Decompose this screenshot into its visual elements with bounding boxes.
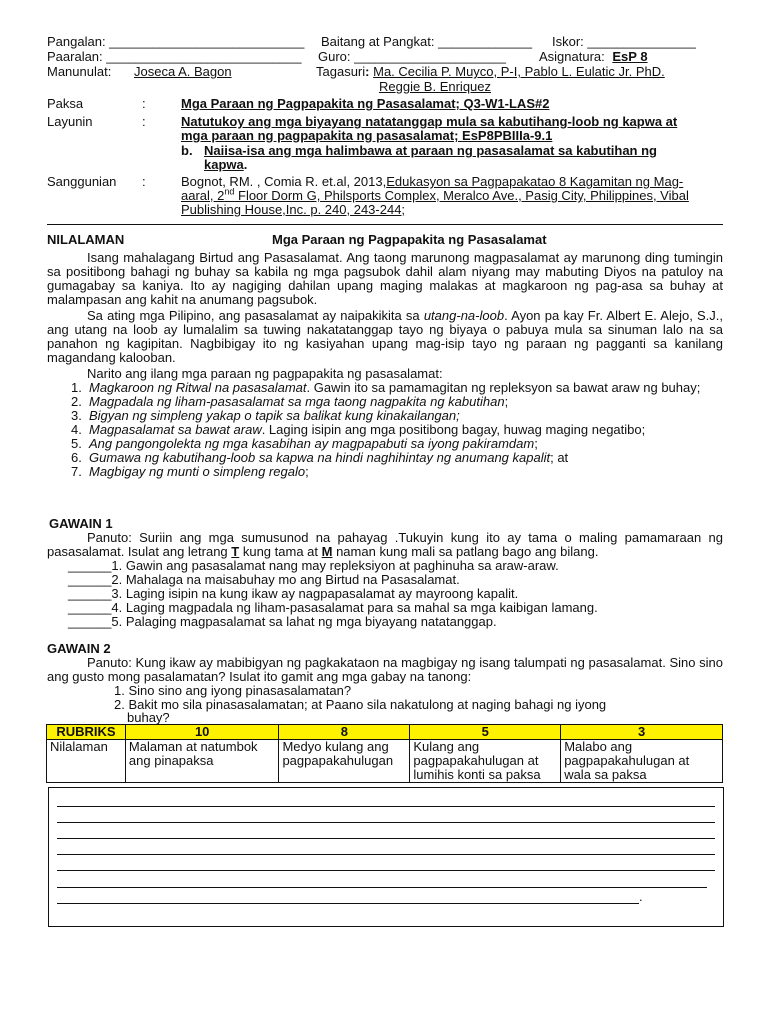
rubrics-row <box>47 740 723 783</box>
layunin-line-1: Natutukoy ang mga biyayang natatanggap mula sa kabutihang-loob ng kapwa at <box>181 114 678 129</box>
list-number: 3. <box>71 408 82 423</box>
answer-line[interactable] <box>57 822 715 823</box>
score-header: 10 <box>125 725 279 740</box>
sanggunian-author: Bognot, RM. , Comia R. et.al, 2013, <box>181 174 387 189</box>
answer-end-mark: . <box>639 889 643 904</box>
list-item-emphasis: Magpasalamat sa bawat araw <box>89 422 262 437</box>
tagasuri-row <box>316 65 665 79</box>
list-item-text: . Laging isipin ang mga positibong bagay, huwag maging negatibo; <box>261 422 646 437</box>
sanggunian-line-1 <box>181 175 683 189</box>
gawain-1-item[interactable]: ______2. Mahalaga na maisabuhay mo ang Birtud na Pasasalamat. <box>68 572 460 587</box>
guro-field[interactable]: Guro: _____________________ <box>318 49 506 64</box>
paksa-colon: : <box>142 96 146 111</box>
sanggunian-line-3: Publishing House,Inc. p. 240, 243-244; <box>181 202 406 217</box>
rubric-cell: Medyo kulang ang pagpapakahulugan <box>279 740 410 783</box>
sanggunian-line-2: aaral, 2nd Floor Dorm G, Philsports Complex, Meralco Ave., Pasig City, Philippines, Vibal <box>181 186 689 203</box>
list-item-text: . Gawin ito sa pamamagitan ng repleksyon sa bawat araw ng buhay; <box>306 380 701 395</box>
ways-list <box>71 380 723 479</box>
list-number: 7. <box>71 464 82 479</box>
list-number: 6. <box>71 450 82 465</box>
pangalan-field[interactable]: Pangalan: ___________________________ <box>47 34 305 49</box>
gawain-1-item[interactable]: ______1. Gawin ang pasasalamat nang may repleksiyon at paghinuha sa araw-araw. <box>68 558 559 573</box>
guide-question-2: 2. Bakit mo sila pinasasalamatan; at Paano sila nakatulong at naging bahagi ng iyong <box>114 697 607 712</box>
score-header: 8 <box>279 725 410 740</box>
gawain-2-panuto <box>47 656 723 684</box>
answer-line[interactable] <box>57 870 715 871</box>
list-item <box>71 450 723 465</box>
list-item <box>71 394 723 409</box>
list-intro: Narito ang ilang mga paraan ng pagpapakita ng pasasalamat: <box>87 366 443 381</box>
asignatura-field <box>539 50 666 64</box>
layunin-colon: : <box>142 114 146 129</box>
list-number: 2. <box>71 394 82 409</box>
layunin-b-marker: b. <box>181 143 193 158</box>
score-header: 5 <box>410 725 561 740</box>
gawain-1-item[interactable]: ______5. Palaging magpasalamat sa lahat ng mga biyayang natatanggap. <box>68 614 497 629</box>
list-item <box>71 408 723 423</box>
answer-box[interactable] <box>48 787 724 927</box>
rubric-cell: Malaman at natumbok ang pinapaksa <box>125 740 279 783</box>
answer-line[interactable] <box>57 887 707 888</box>
list-item-text: ; <box>504 394 509 409</box>
manunulat-value: Joseca A. Bagon <box>134 64 232 79</box>
content-title: Mga Paraan ng Pagpapakita ng Pasasalamat <box>272 232 547 247</box>
sanggunian-label: Sanggunian <box>47 174 117 189</box>
sanggunian-book: Edukasyon sa Pagpapakatao 8 Kagamitan ng Mag- <box>386 174 684 189</box>
gawain-2-panuto-text: Panuto: Kung ikaw ay mabibigyan ng pagkakataon na magbigay ng isang talumpati ng pasasalamat. Sino sino ang gusto mong pasalamatan? Isulat ito gamit ang mga gabay na tanong: <box>47 655 723 684</box>
gawain-2-title: GAWAIN 2 <box>47 641 111 656</box>
list-number: 4. <box>71 422 82 437</box>
list-item-text: ; <box>305 464 309 479</box>
paragraph-1 <box>47 251 723 307</box>
list-item-emphasis: Magbigay ng munti o simpleng regalo <box>89 464 306 479</box>
list-number: 5. <box>71 436 82 451</box>
list-item <box>71 436 723 451</box>
layunin-b-line-2-text: kapwa <box>204 157 244 172</box>
rubric-cell: Malabo ang pagpapakahulugan at wala sa paksa <box>561 740 723 783</box>
tagasuri-value-2: Reggie B. Enriquez <box>379 79 492 94</box>
list-item-emphasis: Gumawa ng kabutihang-loob sa kapwa na hindi naghihintay ng anumang kapalit <box>89 450 551 465</box>
layunin-line-2: mga paraan ng pagpapakita ng pasasalamat; EsP8PBIIIa-9.1 <box>181 128 553 143</box>
guide-question-2-cont: buhay? <box>127 710 170 725</box>
gawain-1-item[interactable]: ______4. Laging magpadala ng liham-pasasalamat para sa mahal sa mga kaibigan lamang. <box>68 600 598 615</box>
rubric-cell: Kulang ang pagpapakahulugan at lumihis konti sa paksa <box>410 740 561 783</box>
layunin-b-line-1: Naiisa-isa ang mga halimbawa at paraan ng pasasalamat sa kabutihan ng <box>204 143 657 158</box>
list-item-emphasis: Magkaroon ng Ritwal na pasasalamat <box>89 380 307 395</box>
tagasuri-value: Ma. Cecilia P. Muyco, P-I, Pablo L. Eulatic Jr. PhD. <box>373 64 665 79</box>
answer-line[interactable] <box>57 854 715 855</box>
nilalaman-label: NILALAMAN <box>47 232 125 247</box>
list-item <box>71 380 723 395</box>
list-item-emphasis: Bigyan ng simpleng yakap o tapik sa balikat kung kinakailangan; <box>89 408 460 423</box>
gawain-1-title: GAWAIN 1 <box>49 516 113 531</box>
tagasuri-colon: : <box>365 64 370 79</box>
answer-line[interactable] <box>57 838 715 839</box>
manunulat-label: Manunulat: <box>47 64 112 79</box>
score-header: 3 <box>561 725 723 740</box>
layunin-b-line-2: kapwa. <box>204 157 248 172</box>
paragraph-2-b: . Ayon pa kay Fr. Albert E. Alejo, S.J., ang utang na loob ay lumalalim sa tuwing nakatatanggap tayo ng biyaya o pabuya mula sa sinuman lalo na sa panahon ng kagipitan. Nagbibigay ito ng kasiyahan upang mag-isip tayo ng paraan ng pagganti sa kanilang magandang kalooban. <box>47 308 723 365</box>
gawain-1-panuto-c: naman kung mali sa patlang bago ang bilang. <box>332 544 599 559</box>
rubrics-table <box>46 724 723 783</box>
asignatura-label: Asignatura: <box>539 49 609 64</box>
paragraph-2 <box>47 309 723 365</box>
layunin-label: Layunin <box>47 114 93 129</box>
rubrics-header-row <box>47 725 723 740</box>
criteria-cell: Nilalaman <box>47 740 126 783</box>
list-item <box>71 422 723 437</box>
letter-t: T <box>231 544 240 559</box>
list-item-emphasis: Magpadala ng liham-pasasalamat sa mga taong nagpakita ng kabutihan <box>89 394 505 409</box>
baitang-field[interactable]: Baitang at Pangkat: _____________ <box>321 34 533 49</box>
list-item-emphasis: Ang pangongolekta ng mga kasabihan ay magpapabuti sa iyong pakiramdam <box>89 436 535 451</box>
gawain-1-panuto-b: kung tama at <box>239 544 322 559</box>
answer-line[interactable] <box>57 903 639 904</box>
gawain-1-item[interactable]: ______3. Laging isipin na kung ikaw ay nagpapasalamat ay mayroong kapalit. <box>68 586 519 601</box>
paksa-label: Paksa <box>47 96 84 111</box>
asignatura-value: EsP 8 <box>612 49 648 64</box>
gawain-1-panuto-a: Panuto: Suriin ang mga sumusunod na pahayag .Tukuyin kung ito ay tama o maling pamamaraan ng pasasalamat. Isulat ang letrang <box>47 530 723 559</box>
list-item <box>71 464 723 479</box>
tagasuri-label: Tagasuri <box>316 64 366 79</box>
list-number: 1. <box>71 380 82 395</box>
guide-question-1: 1. Sino sino ang iyong pinasasalamatan? <box>114 683 352 698</box>
paragraph-2-term: utang-na-loob <box>423 308 505 323</box>
list-item-text: ; <box>534 436 538 451</box>
list-item-text: ; at <box>550 450 569 465</box>
iskor-field[interactable]: Iskor: _______________ <box>552 34 696 49</box>
paragraph-2-a: Sa ating mga Pilipino, ang pasasalamat ay naipakikita sa <box>87 308 424 323</box>
paragraph-1-text: Isang mahalagang Birtud ang Pasasalamat. Ang taong marunong magpasalamat ay marunong ding tumingin sa positibong bahagi ng buhay sa kabila ng mga pagsubok dahil alam niyang may mabuting Diyos na patuloy na gumagabay sa kaniya. Ito ay nagiging dahilan upang maging malakas at magkaroon ng pag-asa sa buhay at malampasan ang kahit na anumang pagsubok. <box>47 250 723 307</box>
answer-line[interactable] <box>57 806 715 807</box>
paksa-value: Mga Paraan ng Pagpapakita ng Pasasalamat; Q3-W1-LAS#2 <box>181 96 550 111</box>
letter-m: M <box>321 544 333 559</box>
rubrics-header: RUBRIKS <box>47 725 126 740</box>
gawain-1-panuto <box>47 531 723 559</box>
section-divider <box>47 224 723 225</box>
paaralan-field[interactable]: Paaralan: ___________________________ <box>47 49 302 64</box>
sanggunian-colon: : <box>142 174 146 189</box>
